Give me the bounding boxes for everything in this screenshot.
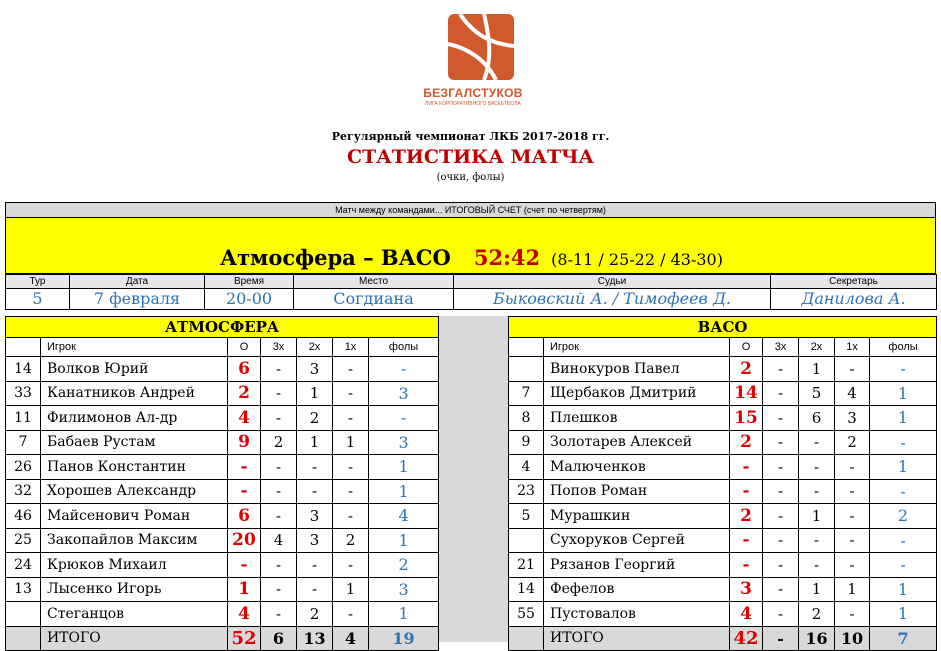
player-2pt: - <box>799 455 835 480</box>
player-name: Крюков Михаил <box>41 553 228 578</box>
logo-name: БЕЗГАЛСТУКОВ <box>423 86 523 100</box>
table-row <box>509 406 937 431</box>
table-row <box>509 602 937 627</box>
player-3pt: - <box>763 357 799 382</box>
player-fouls: 1 <box>870 577 937 602</box>
table-row <box>509 381 937 406</box>
player-fouls: - <box>870 528 937 553</box>
player-number: 23 <box>509 479 544 504</box>
player-2pt: 1 <box>297 381 333 406</box>
away-team-stats <box>508 316 937 651</box>
col-fouls: фолы <box>870 338 937 357</box>
player-name: Сухоруков Сергей <box>544 528 730 553</box>
player-fouls: 2 <box>870 504 937 529</box>
player-points: 6 <box>228 504 261 529</box>
player-3pt: 4 <box>261 528 297 553</box>
player-name: Рязанов Георгий <box>544 553 730 578</box>
table-row <box>6 406 439 431</box>
player-2pt: 3 <box>297 504 333 529</box>
player-name: Фефелов <box>544 577 730 602</box>
player-name: Мурашкин <box>544 504 730 529</box>
player-fouls: 1 <box>369 602 439 627</box>
player-1pt: - <box>333 553 369 578</box>
player-points: 2 <box>730 504 763 529</box>
player-1pt: - <box>333 602 369 627</box>
player-3pt: - <box>261 381 297 406</box>
player-1pt: 3 <box>835 406 870 431</box>
player-name: Стеганцов <box>41 602 228 627</box>
player-3pt: - <box>261 602 297 627</box>
player-name: Бабаев Рустам <box>41 430 228 455</box>
table-row <box>6 381 439 406</box>
player-2pt: 3 <box>297 528 333 553</box>
player-points: 14 <box>730 381 763 406</box>
player-name: Канатников Андрей <box>41 381 228 406</box>
player-1pt: 2 <box>333 528 369 553</box>
player-2pt: 1 <box>297 430 333 455</box>
player-1pt: 1 <box>835 577 870 602</box>
player-points: 1 <box>228 577 261 602</box>
table-row <box>6 553 439 578</box>
table-row <box>6 602 439 627</box>
table-row <box>6 430 439 455</box>
table-row <box>6 479 439 504</box>
match-teams: Атмосфера – ВАСО <box>220 245 451 270</box>
col-number <box>509 338 544 357</box>
player-2pt: - <box>799 479 835 504</box>
col-2x: 2х <box>799 338 835 357</box>
player-name: Плешков <box>544 406 730 431</box>
player-1pt: - <box>835 455 870 480</box>
player-number: 46 <box>6 504 41 529</box>
player-3pt: - <box>261 406 297 431</box>
col-2x: 2х <box>297 338 333 357</box>
player-fouls: 4 <box>369 504 439 529</box>
player-2pt: 5 <box>799 381 835 406</box>
home-team-name: АТМОСФЕРА <box>6 317 439 338</box>
championship-title: Регулярный чемпионат ЛКБ 2017-2018 гг. <box>331 130 610 143</box>
player-points: 4 <box>228 406 261 431</box>
table-row <box>509 455 937 480</box>
player-2pt: 1 <box>799 504 835 529</box>
player-2pt: - <box>297 455 333 480</box>
table-row <box>509 553 937 578</box>
player-3pt: - <box>763 381 799 406</box>
player-3pt: - <box>261 455 297 480</box>
player-number: 55 <box>509 602 544 627</box>
player-1pt: - <box>835 504 870 529</box>
total-3pt: - <box>763 626 799 651</box>
col-3x: 3х <box>763 338 799 357</box>
away-team-name: ВАСО <box>509 317 937 338</box>
player-points: 20 <box>228 528 261 553</box>
col-points: О <box>730 338 763 357</box>
info-label-secretary: Секретарь <box>771 275 937 289</box>
info-time: 20-00 <box>205 289 294 310</box>
player-2pt: - <box>297 479 333 504</box>
player-1pt: - <box>835 479 870 504</box>
player-points: - <box>730 455 763 480</box>
col-player: Игрок <box>544 338 730 357</box>
player-name: Винокуров Павел <box>544 357 730 382</box>
player-number: 4 <box>509 455 544 480</box>
total-fouls: 7 <box>870 626 937 651</box>
table-row <box>509 577 937 602</box>
player-number <box>509 357 544 382</box>
player-1pt: - <box>835 528 870 553</box>
player-name: Малюченков <box>544 455 730 480</box>
player-number: 26 <box>6 455 41 480</box>
table-row <box>509 357 937 382</box>
player-1pt: 2 <box>835 430 870 455</box>
player-3pt: - <box>763 430 799 455</box>
col-player: Игрок <box>41 338 228 357</box>
info-label-place: Место <box>294 275 454 289</box>
total-3pt: 6 <box>261 626 297 651</box>
total-points: 52 <box>228 626 261 651</box>
player-3pt: - <box>763 553 799 578</box>
player-3pt: - <box>763 479 799 504</box>
player-fouls: 1 <box>369 528 439 553</box>
player-fouls: 1 <box>369 455 439 480</box>
total-1pt: 4 <box>333 626 369 651</box>
player-3pt: - <box>763 528 799 553</box>
total-blank <box>6 626 41 651</box>
table-row <box>6 528 439 553</box>
player-1pt: - <box>835 553 870 578</box>
player-points: - <box>228 479 261 504</box>
total-points: 42 <box>730 626 763 651</box>
player-number: 33 <box>6 381 41 406</box>
player-points: - <box>730 479 763 504</box>
player-2pt: 2 <box>297 602 333 627</box>
player-name: Лысенко Игорь <box>41 577 228 602</box>
player-fouls: 2 <box>369 553 439 578</box>
info-date: 7 февраля <box>70 289 205 310</box>
player-fouls: 1 <box>870 602 937 627</box>
info-place: Согдиана <box>294 289 454 310</box>
col-fouls: фолы <box>369 338 439 357</box>
player-fouls: - <box>369 406 439 431</box>
player-number: 14 <box>6 357 41 382</box>
total-label: ИТОГО <box>544 626 730 651</box>
info-round: 5 <box>6 289 70 310</box>
player-3pt: - <box>763 577 799 602</box>
player-number: 32 <box>6 479 41 504</box>
total-1pt: 10 <box>835 626 870 651</box>
player-fouls: 1 <box>870 455 937 480</box>
player-fouls: 3 <box>369 381 439 406</box>
player-fouls: - <box>870 430 937 455</box>
total-row <box>6 626 439 651</box>
match-info-table <box>5 274 937 310</box>
total-2pt: 16 <box>799 626 835 651</box>
quarter-scores: (8-11 / 25-22 / 43-30) <box>551 250 723 269</box>
player-points: 4 <box>730 602 763 627</box>
player-points: 2 <box>228 381 261 406</box>
col-1x: 1х <box>333 338 369 357</box>
player-3pt: - <box>261 479 297 504</box>
player-fouls: - <box>369 357 439 382</box>
table-row <box>509 479 937 504</box>
player-1pt: - <box>333 504 369 529</box>
player-fouls: 3 <box>369 430 439 455</box>
player-name: Попов Роман <box>544 479 730 504</box>
player-name: Панов Константин <box>41 455 228 480</box>
player-fouls: - <box>870 357 937 382</box>
player-number: 13 <box>6 577 41 602</box>
player-2pt: 2 <box>799 602 835 627</box>
player-3pt: - <box>763 602 799 627</box>
player-name: Золотарев Алексей <box>544 430 730 455</box>
player-3pt: - <box>261 357 297 382</box>
player-fouls: 1 <box>870 406 937 431</box>
table-row <box>6 577 439 602</box>
table-row <box>509 504 937 529</box>
total-fouls: 19 <box>369 626 439 651</box>
player-3pt: - <box>763 455 799 480</box>
basketball-icon <box>434 10 514 86</box>
player-points: 4 <box>228 602 261 627</box>
player-number: 21 <box>509 553 544 578</box>
logo-tagline: ЛИГА КОРПОРАТИВНОГО БАСКЕТБОЛА <box>425 101 521 107</box>
total-blank <box>509 626 544 651</box>
player-number: 24 <box>6 553 41 578</box>
player-name: Пустовалов <box>544 602 730 627</box>
col-number <box>6 338 41 357</box>
col-3x: 3х <box>261 338 297 357</box>
player-3pt: 2 <box>261 430 297 455</box>
player-fouls: - <box>870 479 937 504</box>
player-points: - <box>730 553 763 578</box>
player-number: 8 <box>509 406 544 431</box>
info-label-round: Тур <box>6 275 70 289</box>
total-2pt: 13 <box>297 626 333 651</box>
table-row <box>6 357 439 382</box>
player-points: 6 <box>228 357 261 382</box>
player-points: - <box>228 455 261 480</box>
table-row <box>509 528 937 553</box>
player-1pt: - <box>333 455 369 480</box>
table-row <box>6 455 439 480</box>
player-name: Волков Юрий <box>41 357 228 382</box>
player-3pt: - <box>763 406 799 431</box>
player-points: 9 <box>228 430 261 455</box>
player-number: 9 <box>509 430 544 455</box>
player-2pt: 1 <box>799 577 835 602</box>
page-subtitle: (очки, фолы) <box>436 172 505 183</box>
player-points: 2 <box>730 430 763 455</box>
info-label-date: Дата <box>70 275 205 289</box>
info-label-time: Время <box>205 275 294 289</box>
player-3pt: - <box>261 553 297 578</box>
player-2pt: - <box>297 577 333 602</box>
table-row <box>6 504 439 529</box>
total-row <box>509 626 937 651</box>
home-team-stats <box>5 316 439 651</box>
player-2pt: 3 <box>297 357 333 382</box>
stats-sheet <box>5 202 936 649</box>
player-points: - <box>228 553 261 578</box>
player-points: 15 <box>730 406 763 431</box>
player-points: 2 <box>730 357 763 382</box>
total-label: ИТОГО <box>41 626 228 651</box>
player-number: 7 <box>509 381 544 406</box>
player-fouls: 3 <box>369 577 439 602</box>
final-score: 52:42 <box>473 245 541 270</box>
player-2pt: - <box>799 528 835 553</box>
player-3pt: - <box>261 577 297 602</box>
player-fouls: 1 <box>369 479 439 504</box>
match-caption: Матч между командами... ИТОГОВЫЙ СЧЕТ (счет по четвертям) <box>5 202 936 218</box>
player-3pt: - <box>763 504 799 529</box>
player-name: Майсенович Роман <box>41 504 228 529</box>
player-points: 3 <box>730 577 763 602</box>
player-name: Хорошев Александр <box>41 479 228 504</box>
player-2pt: 6 <box>799 406 835 431</box>
player-3pt: - <box>261 504 297 529</box>
player-number: 5 <box>509 504 544 529</box>
player-name: Щербаков Дмитрий <box>544 381 730 406</box>
player-2pt: 2 <box>297 406 333 431</box>
player-1pt: - <box>835 602 870 627</box>
player-name: Закопайлов Максим <box>41 528 228 553</box>
player-number: 11 <box>6 406 41 431</box>
player-number <box>6 602 41 627</box>
player-fouls: 1 <box>870 381 937 406</box>
player-1pt: 4 <box>835 381 870 406</box>
info-secretary: Данилова А. <box>771 289 937 310</box>
player-2pt: - <box>297 553 333 578</box>
player-number: 25 <box>6 528 41 553</box>
player-number: 7 <box>6 430 41 455</box>
page-title: СТАТИСТИКА МАТЧА <box>347 146 594 168</box>
center-divider <box>438 316 508 642</box>
player-1pt: - <box>333 479 369 504</box>
player-fouls: - <box>870 553 937 578</box>
player-1pt: 1 <box>333 430 369 455</box>
player-2pt: 1 <box>799 357 835 382</box>
player-1pt: 1 <box>333 577 369 602</box>
info-referees: Быковский А. / Тимофеев Д. <box>454 289 771 310</box>
player-number: 14 <box>509 577 544 602</box>
player-1pt: - <box>333 381 369 406</box>
col-points: О <box>228 338 261 357</box>
player-2pt: - <box>799 553 835 578</box>
player-name: Филимонов Ал-др <box>41 406 228 431</box>
player-number <box>509 528 544 553</box>
player-2pt: - <box>799 430 835 455</box>
col-1x: 1х <box>835 338 870 357</box>
table-row <box>509 430 937 455</box>
info-label-referees: Судьи <box>454 275 771 289</box>
player-1pt: - <box>835 357 870 382</box>
score-banner <box>5 218 936 274</box>
player-1pt: - <box>333 406 369 431</box>
player-points: - <box>730 528 763 553</box>
player-1pt: - <box>333 357 369 382</box>
